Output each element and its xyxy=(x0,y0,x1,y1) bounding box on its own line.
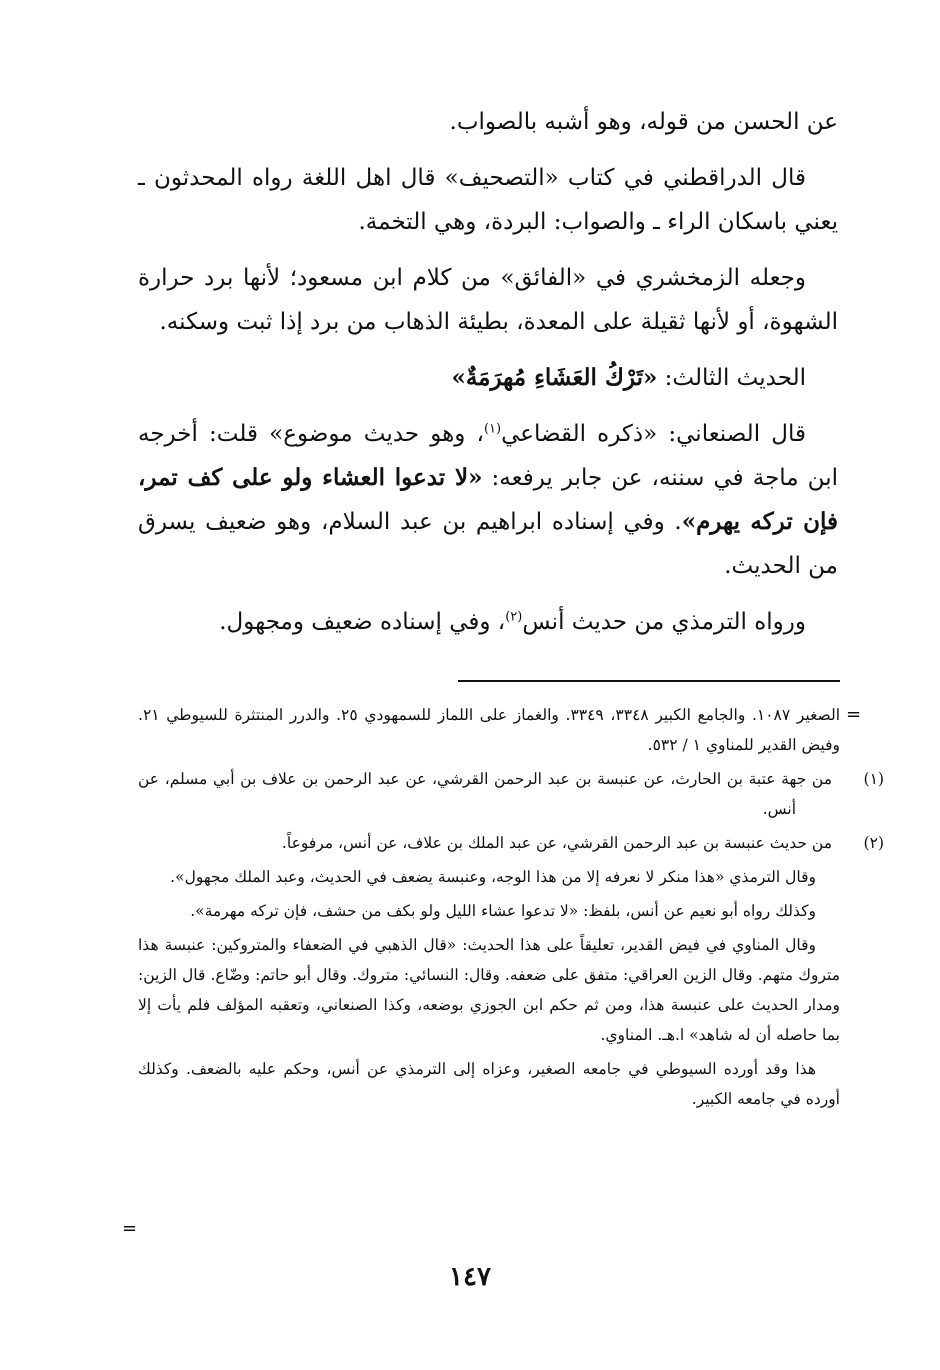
footnote-1: (١)من جهة عتبة بن الحارث، عن عنبسة بن عبد الرحمن القرشي، عن عبد الرحمن بن علاف بن أبي مسلم، عن أنس. xyxy=(138,770,884,818)
paragraph-3-text: وجعله الزمخشري في «الفائق» من كلام ابن مسعود؛ لأنها برد حرارة الشهوة، أو لأنها ثقيلة على المعدة، بطيئة الذهاب من برد إذا ثبت وسكنه. xyxy=(138,265,838,335)
footnote-1-text: من جهة عتبة بن الحارث، عن عنبسة بن عبد الرحمن القرشي، عن عبد الرحمن بن علاف بن أبي مسلم، عن أنس. xyxy=(138,770,832,818)
footnote-ref-2: (٢) xyxy=(505,609,523,625)
hadith-quote: «لا تدعوا العشاء ولو على كف تمر، فإن تركه يهرم» xyxy=(138,464,838,535)
paragraph-5 xyxy=(138,412,838,588)
paragraph-6-part-a: ورواه الترمذي من حديث أنس xyxy=(522,609,806,635)
continuation-mark-start: = xyxy=(846,704,862,725)
paragraph-1-text: عن الحسن من قوله، وهو أشبه بالصواب. xyxy=(449,109,838,135)
paragraph-6-part-b: ، وفي إسناده ضعيف ومجهول. xyxy=(219,609,506,635)
footnote-2-paragraph-3-text: وقال المناوي في فيض القدير، تعليقاً على هذا الحديث: «قال الذهبي في الضعفاء والمتروكين: عنبسة هذا متروك متهم. وقال الزين العراقي: متفق على ضعفه. وقال: النسائي: متروك. وقال أبو حاتم: وضّاع. قال الزين: ومدار الحديث على عنبسة هذا، ومن ثم حكم ابن الجوزي بوضعه، وكذا الصنعاني، وتعقبه المؤلف فلم يأت إلا بما حاصله أن له شاهد» ا.هـ. المناوي. xyxy=(138,936,840,1044)
footnote-ref-1: (١) xyxy=(483,421,502,437)
footnote-2-paragraph-4-text: هذا وقد أورده السيوطي في جامعه الصغير، وعزاه إلى الترمذي عن أنس، وحكم عليه بالضعف. وكذلك أورده في جامعه الكبير. xyxy=(138,1060,840,1108)
footnote-continuation xyxy=(138,700,840,760)
paragraph-5-part-b: ، وهو حديث موضوع» قلت: أخرجه ابن ماجة في سننه، عن جابر يرفعه: xyxy=(138,421,838,491)
footnotes xyxy=(138,700,884,1118)
hadith-heading-text: «تَرْكُ العَشَاءِ مُهرَمَةٌ» xyxy=(451,364,658,391)
footnote-2-paragraph-1-text: وقال الترمذي «هذا منكر لا نعرفه إلا من هذا الوجه، وعنبسة يضعف في الحديث، وعبد الملك مجهول». xyxy=(170,868,816,886)
continuation-mark-end: = xyxy=(122,1218,138,1239)
footnote-2-text: من حديث عنبسة بن عبد الرحمن القرشي، عن عبد الملك بن علاف، عن أنس، مرفوعاً. xyxy=(281,834,832,852)
footnote-2-paragraph-1 xyxy=(138,862,840,892)
paragraph-3 xyxy=(138,256,838,344)
footnote-continuation-text: الصغير ١٠٨٧. والجامع الكبير ٣٣٤٨، ٣٣٤٩. والغماز على اللماز للسمهودي ٢٥. والدرر المنتثرة للسيوطي ٢١. وفيض القدير للمناوي ١ / ٥٣٢. xyxy=(138,706,841,754)
footnote-2-paragraph-4 xyxy=(138,1054,840,1114)
footnote-2: (٢)من حديث عنبسة بن عبد الرحمن القرشي، عن عبد الملك بن علاف، عن أنس، مرفوعاً. xyxy=(281,834,884,852)
paragraph-5-part-c: . وفي إسناده ابراهيم بن عبد السلام، وهو ضعيف يسرق من الحديث. xyxy=(138,509,838,579)
paragraph-6 xyxy=(138,600,838,644)
footnote-2-paragraph-2 xyxy=(138,896,840,926)
hadith-heading-label: الحديث الثالث: xyxy=(657,365,806,391)
main-text xyxy=(138,100,838,656)
hadith-heading xyxy=(138,356,838,400)
page-number: ١٤٧ xyxy=(449,1262,491,1292)
footnote-2-paragraph-3 xyxy=(138,930,840,1050)
paragraph-1 xyxy=(138,100,838,144)
paragraph-2 xyxy=(138,156,838,244)
footnote-divider xyxy=(458,680,840,682)
paragraph-5-part-a: قال الصنعاني: «ذكره القضاعي xyxy=(501,421,806,447)
footnote-2-paragraph-2-text: وكذلك رواه أبو نعيم عن أنس، بلفظ: «لا تدعوا عشاء الليل ولو بكف من حشف، فإن تركه مهرمة». xyxy=(190,902,816,920)
paragraph-2-text: قال الدراقطني في كتاب «التصحيف» قال اهل اللغة رواه المحدثون ـ يعني باسكان الراء ـ والصواب: البردة، وهي التخمة. xyxy=(138,165,838,235)
